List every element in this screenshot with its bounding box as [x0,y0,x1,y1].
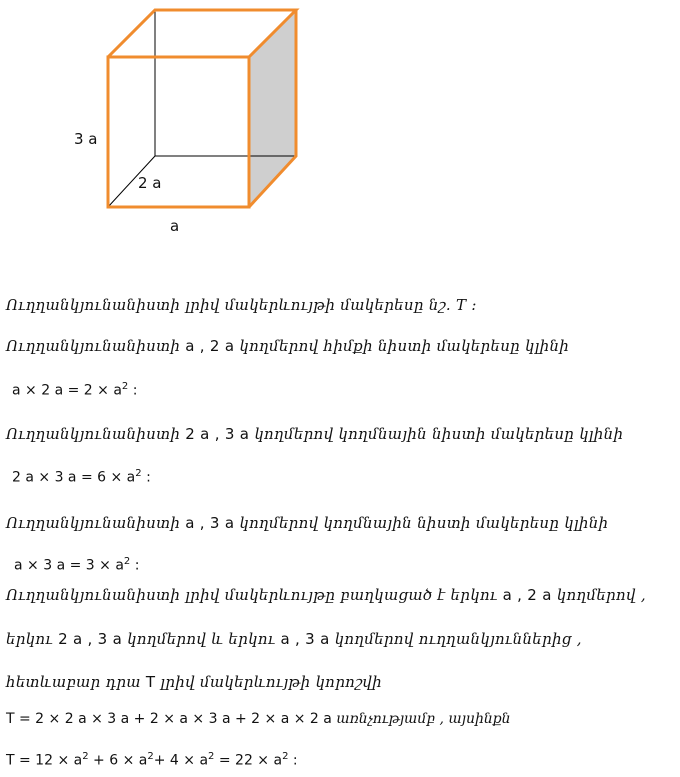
formula-total-result: $T = 12 \times a^2 + 6 \times a^2+ 4 \times a^2 = 22 \times a^2$ : [6,751,298,769]
text-line-7: հետևաբար դրա T լրիվ մակերևույթի կորոշվի [6,673,382,691]
formula-side-area-1: 2 a × 3 $a = 6 \times a^2$ : [12,468,151,486]
text-line-5: Ուղղանկյունանիստի լրիվ մակերևույթը բաղկացած է երկու a , 2 a կողմերով , [6,586,646,604]
width-label: a [170,217,180,235]
text-line-4: Ուղղանկյունանիստի a , 3 a կողմերով կողմնային նիստի մակերեսը կլինի [6,514,609,532]
shaded-side-face [249,10,296,207]
depth-label: 2 a [138,174,162,192]
text-line-2: Ուղղանկյունանիստի a , 2 a կողմերով հիմքի նիստի մակերեսը կլինի [6,337,570,355]
cube-figure [0,0,680,240]
formula-total-expression: T = 2 × 2 a × 3 a + 2 × a × 3 a + 2 × a × 2 a առնչությամբ , այսինքն [6,711,511,727]
text-line-6: երկու 2 a , 3 a կողմերով և երկու a , 3 a կողմերով ուղղանկյուններից , [6,630,582,648]
formula-side-area-2: a × 3 $a = 3 \times a^2$ : [14,556,140,574]
text-line-3: Ուղղանկյունանիստի 2 a , 3 a կողմերով կողմնային նիստի մակերեսը կլինի [6,425,624,443]
height-label: 3 a [74,130,98,148]
formula-base-area: a × 2 $a = 2 \times a^2$ : [12,381,138,399]
text-line-1: Ուղղանկյունանիստի լրիվ մակերևույթի մակերեսը նշ. T : [6,296,477,314]
